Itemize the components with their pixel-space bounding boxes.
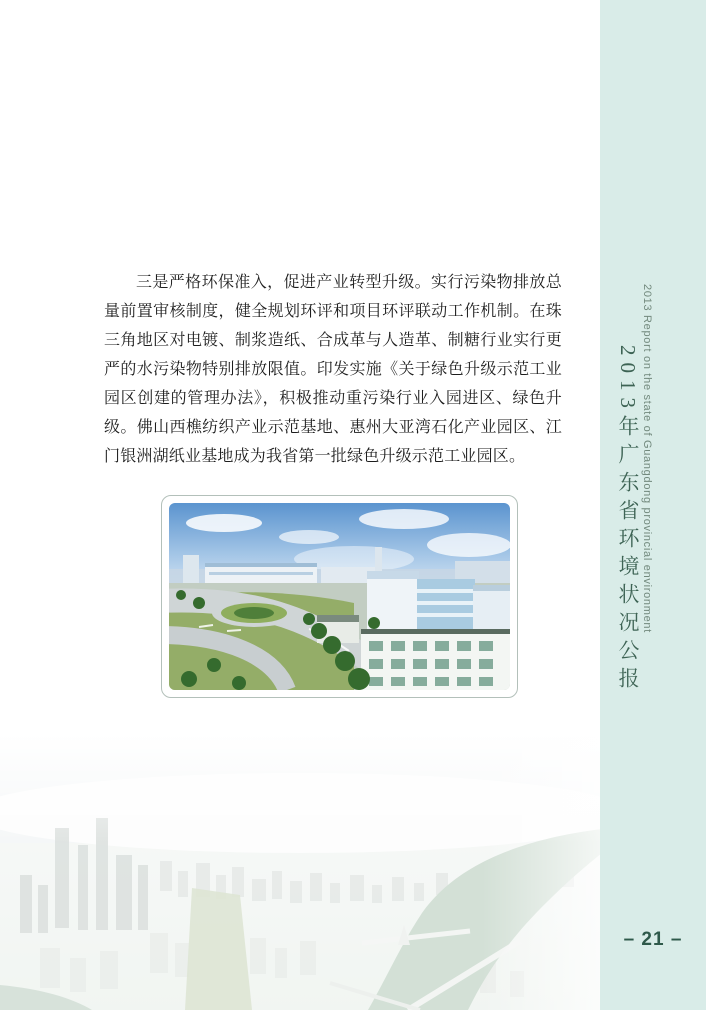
city-river-background (0, 733, 602, 1010)
body-paragraph: 三是严格环保准入，促进产业转型升级。实行污染物排放总量前置审核制度，健全规划环评和项目环评联动工作机制。在珠三角地区对电镀、制浆造纸、合成革与人造革、制糖行业实行更严的水污染物特别排放限值。印发实施《关于绿色升级示范工业园区创建的管理办法》，积极推动重污染行业入园进区、绿色升级。佛山西樵纺织产业示范基地、惠州大亚湾石化产业园区、江门银洲湖纸业基地成为我省第一批绿色升级示范工业园区。 (104, 274, 562, 465)
sidebar-title-english: 2013 Report on the state of Guangdong provincial environment (641, 284, 653, 633)
sidebar-title-chinese: 2013年广东省环境状况公报 (616, 345, 640, 695)
page-number: – 21 – (623, 929, 683, 950)
background-fade-right (482, 733, 602, 1010)
sidebar (600, 0, 706, 1010)
industrial-park-photo (169, 503, 510, 690)
industrial-park-photo-frame (161, 495, 518, 698)
